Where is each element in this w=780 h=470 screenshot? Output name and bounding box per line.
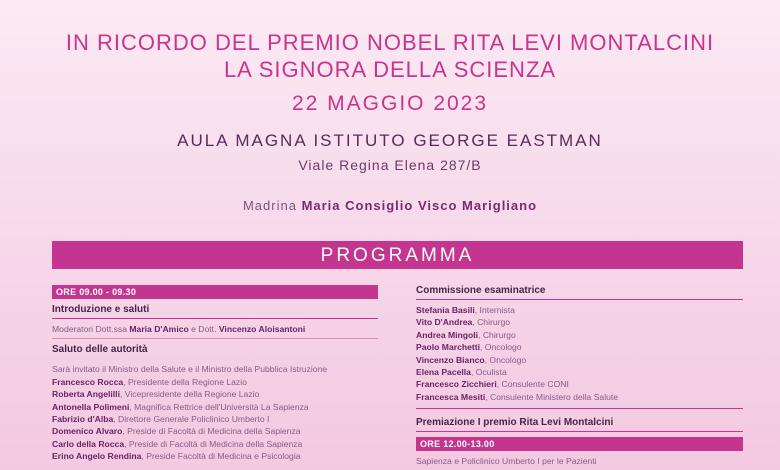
authorities-intro: Sarà invitato il Ministro della Salute e il Ministro della Pubblica Istruzione <box>52 364 328 375</box>
list-item: Erino Angelo Rendina, Preside Facoltà di Medicina e Psicologia <box>52 451 301 462</box>
time-slot-bar: ORE 12.00-13.00 <box>416 437 743 451</box>
event-date: 22 MAGGIO 2023 <box>291 92 489 115</box>
moderator-name: Vincenzo Aloisantoni <box>218 324 306 334</box>
list-item: Antonella Polimeni, Magnifica Rettrice dell'Università La Sapienza <box>52 401 309 412</box>
section-heading-commission: Commissione esaminatrice <box>416 285 743 300</box>
event-venue: AULA MAGNA ISTITUTO GEORGE EASTMAN <box>177 131 603 150</box>
event-title-line1: IN RICORDO DEL PREMIO NOBEL RITA LEVI MONTALCINI <box>65 30 715 55</box>
programma-banner: PROGRAMMA <box>52 241 743 269</box>
award-description: Sapienza e Policlinico Umberto I per le Pazienti <box>416 456 597 467</box>
programme-right-column <box>416 285 743 468</box>
list-item: Vincenzo Bianco, Oncologo <box>416 354 527 365</box>
moderators-mid: e Dott. <box>191 324 217 334</box>
list-item: Francesco Rocca, Presidente della Regione Lazio <box>52 376 247 387</box>
list-item: Domenico Alvaro, Preside di Facoltà di Medicina della Sapienza <box>52 426 301 437</box>
list-item: Elena Pacella, Oculista <box>416 367 507 378</box>
programme-left-column <box>52 285 378 463</box>
list-item: Roberta Angelilli, Vicepresidente della Regione Lazio <box>52 389 260 400</box>
moderator-name: Maria D'Amico <box>129 324 189 334</box>
list-item: Carlo della Rocca, Preside di Facoltà di Medicina della Sapienza <box>52 438 303 449</box>
madrina-line <box>0 198 780 213</box>
section-heading-intro: Introduzione e saluti <box>52 299 378 319</box>
list-item: Andrea Mingoli, Chirurgo <box>416 329 516 340</box>
list-item: Francesca Mesiti, Consulente Ministero della Salute <box>416 391 619 402</box>
event-address: Viale Regina Elena 287/B <box>298 157 482 173</box>
section-heading-greetings: Saluto delle autorità <box>52 344 148 356</box>
moderators-prefix: Moderatori Dott.ssa <box>52 324 127 334</box>
time-slot-bar: ORE 09.00 - 09.30 <box>52 285 378 299</box>
moderators-line <box>52 319 378 339</box>
madrina-label: Madrina <box>242 198 297 213</box>
section-heading-award: Premiazione I premio Rita Levi Montalcini <box>416 409 743 432</box>
list-item: Fabrizio d'Alba, Direttore Generale Policlinico Umberto I <box>52 414 270 425</box>
list-item: Francesco Zicchieri, Consulente CONI <box>416 379 569 390</box>
list-item: Paolo Marchetti, Oncologo <box>416 342 522 353</box>
commission-list <box>416 300 743 409</box>
event-title-line2: LA SIGNORA DELLA SCIENZA <box>223 57 557 82</box>
list-item: Stefania Basili, Internista <box>416 305 515 315</box>
list-item: Vito D'Andrea, Chirurgo <box>416 317 511 328</box>
madrina-name: Maria Consiglio Visco Marigliano <box>301 198 538 213</box>
authorities-list <box>52 358 378 462</box>
